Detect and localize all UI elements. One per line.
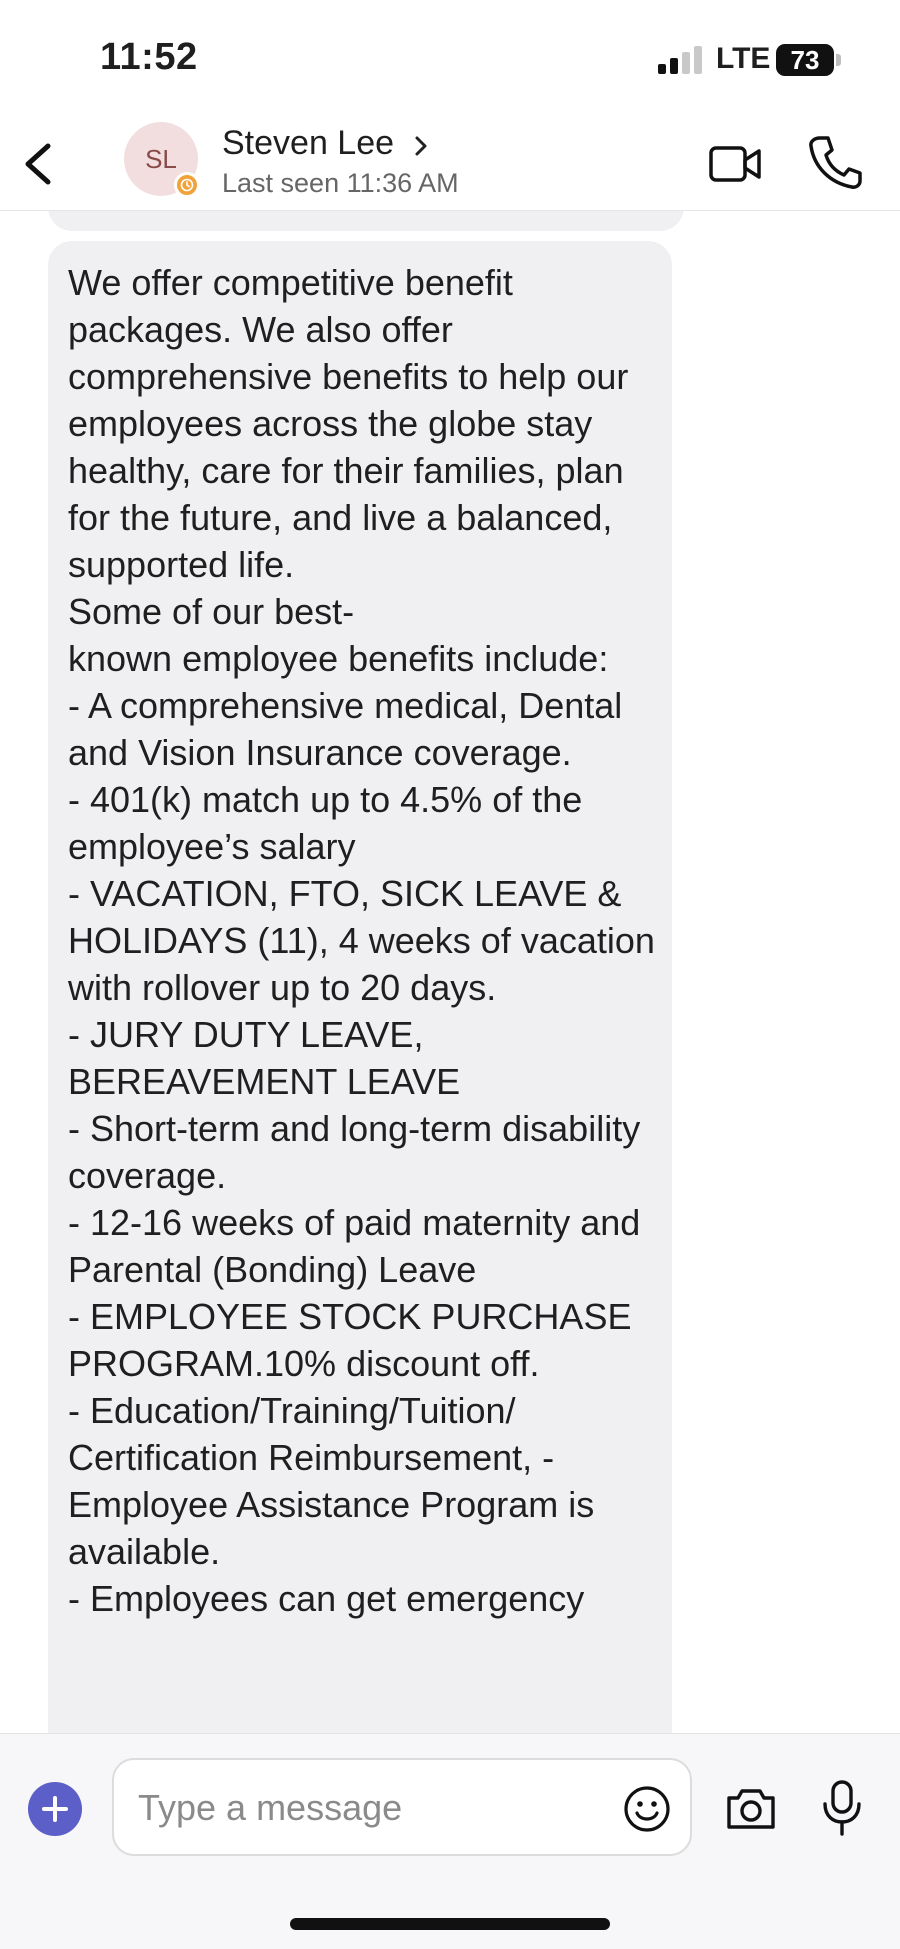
message-input[interactable] — [136, 1782, 600, 1834]
back-button[interactable] — [12, 132, 72, 196]
video-camera-icon — [708, 136, 764, 192]
message-text: We offer competitive benefit packages. We also offer comprehensive benefits to help our employees across the globe stay healthy, care for their families, plan for the future, and live a balanced, supported life. Some of our best- known employee benefits include: - A comprehensive medical, Dental and Vision Insurance coverage. - 401(k) match up to 4.5% of the employee’s salary - VACATION, FTO, SICK LEAVE & HOLIDAYS (11), 4 weeks of vacation with rollover up to 20 days. - JURY DUTY LEAVE, BEREAVEMENT LEAVE - Short-term and long-term disability coverage. - 12-16 weeks of paid maternity and Parental (Bonding) Leave - EMPLOYEE STOCK PURCHASE PROGRAM.10% discount off. - Education/Training/Tuition/ Certification Reimbursement, - Employee Assistance Program is available. - Employees can get emergency — [68, 262, 655, 1619]
video-call-button[interactable] — [708, 136, 764, 192]
message-composer — [0, 1733, 900, 1949]
battery-level: 73 — [790, 45, 820, 75]
avatar[interactable]: SL — [124, 122, 198, 196]
message-input-box[interactable] — [112, 1758, 692, 1856]
microphone-icon — [820, 1778, 864, 1838]
cellular-signal-icon — [658, 46, 706, 74]
home-indicator — [290, 1918, 610, 1930]
camera-button[interactable] — [724, 1782, 778, 1836]
message-bubble[interactable] — [48, 241, 672, 1733]
microphone-button[interactable] — [820, 1778, 864, 1838]
away-status-icon — [174, 172, 200, 198]
emoji-button[interactable] — [622, 1784, 672, 1834]
status-time: 11:52 — [100, 36, 198, 78]
chevron-right-icon[interactable] — [412, 134, 430, 158]
last-seen-status: Last seen 11:36 AM — [222, 168, 459, 198]
camera-icon — [724, 1782, 778, 1836]
chevron-left-icon — [12, 132, 72, 196]
network-type: LTE — [716, 42, 771, 75]
previous-message-bubble[interactable] — [48, 211, 684, 231]
emoji-icon — [622, 1784, 672, 1834]
status-bar — [0, 0, 900, 118]
audio-call-button[interactable] — [806, 132, 862, 192]
add-attachment-button[interactable] — [28, 1782, 82, 1836]
battery-cap — [836, 54, 841, 66]
contact-name[interactable]: Steven Lee — [222, 124, 395, 162]
phone-icon — [806, 132, 862, 192]
message-list[interactable] — [0, 211, 900, 1733]
chat-header — [0, 118, 900, 211]
